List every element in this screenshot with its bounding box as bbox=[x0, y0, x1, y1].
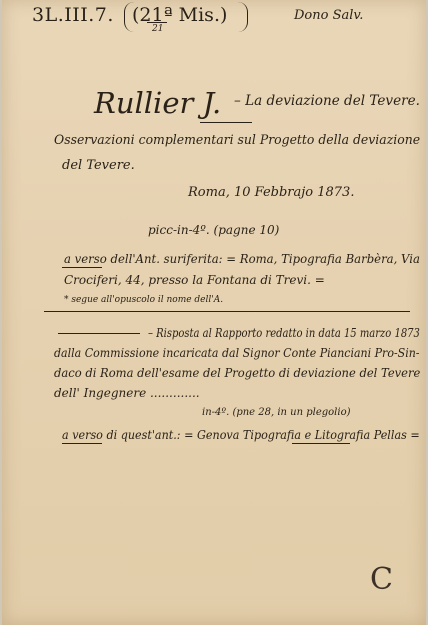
catalog-card bbox=[2, 0, 426, 625]
misc-number: (21ª Mis.) bbox=[132, 4, 228, 26]
misc-sub-line bbox=[147, 22, 167, 23]
underline bbox=[62, 267, 102, 268]
misc-sub: 21 bbox=[152, 24, 164, 34]
response-line-3: daco di Roma dell'esame del Progetto di deviazione del Tevere bbox=[54, 366, 421, 380]
place-date: Roma, 10 Febbrajo 1873. bbox=[188, 185, 355, 200]
response-line-1: – Risposta al Rapporto redatto in data 15 marzo 1873 bbox=[148, 326, 420, 340]
author: Rullier J. bbox=[94, 86, 222, 120]
title: – La deviazione del Tevere. bbox=[234, 93, 420, 109]
response-line-4: dell' Ingegnere ............. bbox=[54, 386, 200, 400]
publisher-line-1: a verso dell'Ant. suriferita: = Roma, Tipografia Barbèra, Via bbox=[64, 252, 420, 266]
dash-line bbox=[58, 333, 140, 334]
shelfmark: 3L.III.7. bbox=[32, 4, 114, 26]
donation-note: Dono Salv. bbox=[294, 8, 364, 23]
publisher-line-3: a verso di quest'ant.: = Genova Tipografia e Litografia Pellas = bbox=[62, 428, 420, 442]
underline bbox=[292, 443, 350, 444]
underline bbox=[62, 443, 102, 444]
subtitle-line-1: Osservazioni complementari sul Progetto della deviazione bbox=[54, 133, 421, 148]
corner-mark: C bbox=[370, 562, 393, 597]
publisher-line-2: Crociferi, 44, presso la Fontana di Trevi. = bbox=[64, 273, 325, 287]
author-note: * segue all'opuscolo il nome dell'A. bbox=[64, 295, 224, 305]
subtitle-line-2: del Tevere. bbox=[62, 158, 135, 173]
format-2: in-4º. (pne 28, in un plegolio) bbox=[202, 407, 351, 418]
title-divider bbox=[200, 122, 252, 123]
format-1: picc-in-4º. (pagne 10) bbox=[148, 223, 280, 237]
response-line-2: dalla Commissione incaricata dal Signor Conte Pianciani Pro-Sin- bbox=[54, 346, 420, 360]
section-divider bbox=[44, 311, 410, 312]
